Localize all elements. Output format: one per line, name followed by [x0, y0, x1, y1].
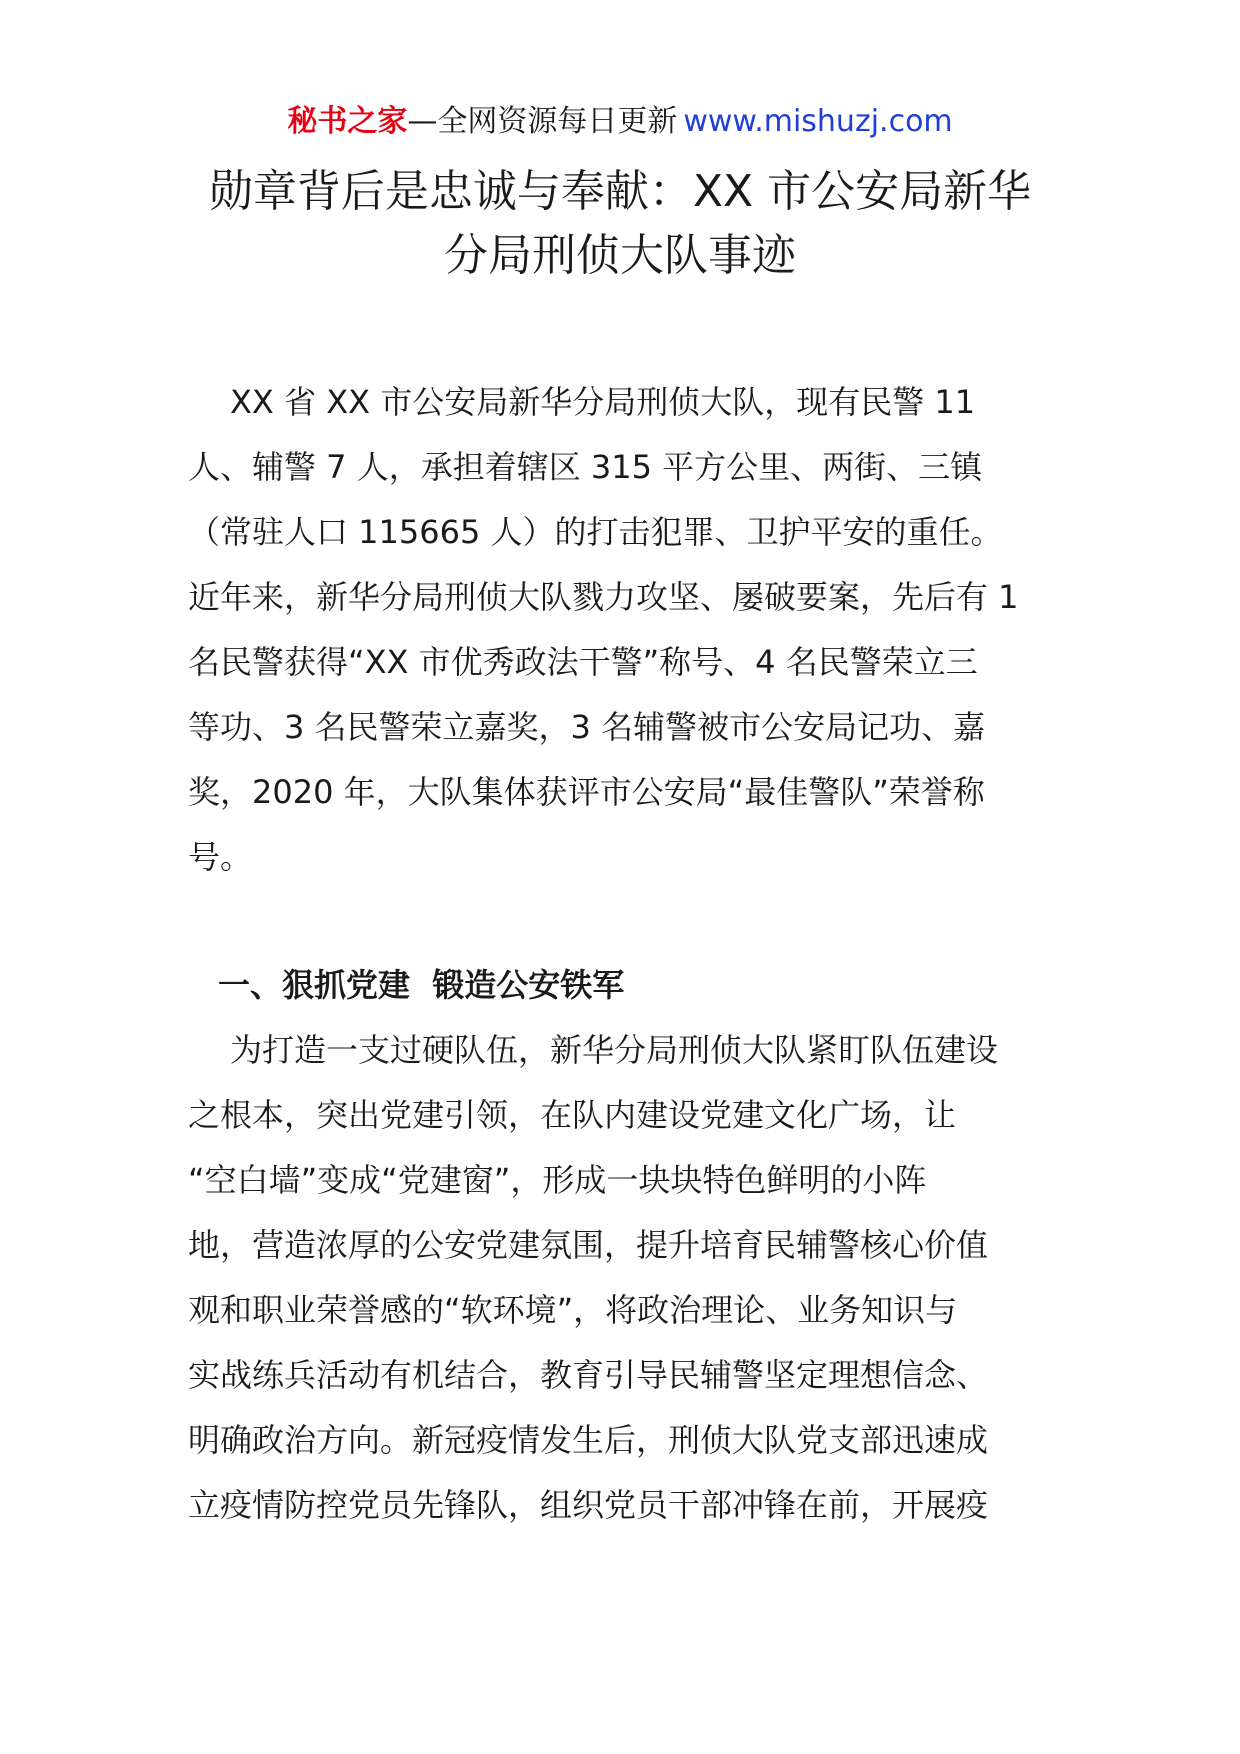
paragraph-line: 立疫情防控党员先锋队，组织党员干部冲锋在前，开展疫 — [188, 1486, 989, 1524]
paragraph-line: 之根本，突出党建引领，在队内建设党建文化广场，让 — [188, 1096, 957, 1134]
paragraph-line: 奖，2020 年，大队集体获评市公安局“最佳警队”荣誉称 — [188, 773, 985, 811]
title-line-1: 勋章背后是忠诚与奉献：XX 市公安局新华 — [208, 166, 1032, 217]
paragraph-line: 实战练兵活动有机结合，教育引导民辅警坚定理想信念、 — [188, 1356, 989, 1394]
paragraph-line: 为打造一支过硬队伍，新华分局刑侦大队紧盯队伍建设 — [230, 1031, 999, 1069]
section-1-paragraph — [188, 1018, 1048, 1538]
paragraph-line: 人、辅警 7 人，承担着辖区 315 平方公里、两街、三镇 — [188, 448, 983, 486]
paragraph-line: “空白墙”变成“党建窗”，形成一块块特色鲜明的小阵 — [188, 1161, 927, 1199]
paragraph-line: XX 省 XX 市公安局新华分局刑侦大队，现有民警 11 — [230, 383, 976, 421]
intro-paragraph — [188, 370, 1048, 890]
paragraph-line: 名民警获得“XX 市优秀政法干警”称号、4 名民警荣立三 — [188, 643, 978, 681]
site-url-link[interactable]: www.mishuzj.com — [683, 104, 953, 139]
paragraph-line: 地，营造浓厚的公安党建氛围，提升培育民辅警核心价值 — [188, 1226, 989, 1264]
title-line-2: 分局刑侦大队事迹 — [444, 230, 796, 281]
site-header — [0, 100, 1240, 144]
brand-name: 秘书之家 — [287, 104, 408, 139]
paragraph-line: 观和职业荣誉感的“软环境”，将政治理论、业务知识与 — [188, 1291, 958, 1329]
paragraph-line: （常驻人口 115665 人）的打击犯罪、卫护平安的重任。 — [188, 513, 1003, 551]
paragraph-line: 等功、3 名民警荣立嘉奖，3 名辅警被市公安局记功、嘉 — [188, 708, 986, 746]
paragraph-line: 明确政治方向。新冠疫情发生后，刑侦大队党支部迅速成 — [188, 1421, 989, 1459]
section-heading-1: 一、狠抓党建 锻造公安铁军 — [218, 966, 625, 1004]
header-tagline: —全网资源每日更新 — [407, 104, 678, 139]
paragraph-line: 近年来，新华分局刑侦大队戮力攻坚、屡破要案，先后有 1 — [188, 578, 1019, 616]
document-title — [150, 160, 1090, 288]
paragraph-line: 号。 — [188, 838, 253, 876]
